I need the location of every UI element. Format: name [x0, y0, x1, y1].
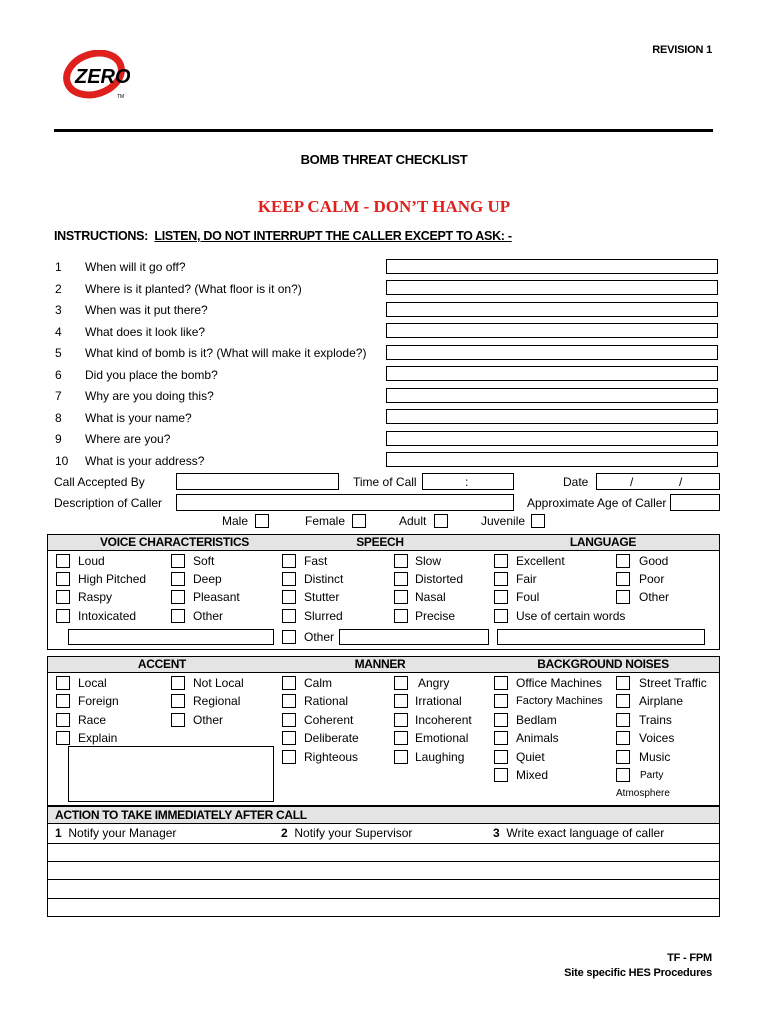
instructions-text: LISTEN, DO NOT INTERRUPT THE CALLER EXCEPT TO ASK: -	[154, 229, 512, 243]
option-label: Music	[639, 750, 671, 764]
option-label: Incoherent	[415, 713, 472, 727]
option-label: Loud	[78, 554, 105, 568]
male-checkbox[interactable]	[255, 514, 269, 528]
speech-other-field[interactable]	[339, 629, 489, 645]
question-text: Did you place the bomb?	[85, 368, 218, 382]
question-text: What kind of bomb is it? (What will make it explode?)	[85, 346, 367, 360]
animals-checkbox[interactable]	[494, 731, 508, 745]
option-label: Race	[78, 713, 107, 727]
option-label: Righteous	[304, 750, 359, 764]
call-accepted-by-field[interactable]	[176, 473, 339, 490]
irrational-checkbox[interactable]	[394, 694, 408, 708]
action-step	[281, 826, 412, 840]
question-text: Where are you?	[85, 432, 171, 446]
instructions	[54, 229, 512, 243]
adult-label: Adult	[399, 514, 427, 528]
action-step	[55, 826, 176, 840]
write-line	[48, 898, 719, 899]
distorted-checkbox[interactable]	[394, 572, 408, 586]
action-panel	[47, 806, 720, 917]
quiet-checkbox[interactable]	[494, 750, 508, 764]
option-label: Foul	[516, 590, 540, 604]
write-line	[48, 843, 719, 844]
office-machines-checkbox[interactable]	[494, 676, 508, 690]
option-label: Street Traffic	[639, 676, 707, 690]
option-label: Angry	[418, 676, 450, 690]
fair-checkbox[interactable]	[494, 572, 508, 586]
step-number: 2	[281, 826, 288, 840]
call-accepted-by-label: Call Accepted By	[54, 475, 145, 489]
language-heading: LANGUAGE	[569, 535, 637, 549]
company-logo	[62, 50, 130, 102]
approx-age-field[interactable]	[670, 494, 720, 511]
date-field[interactable]	[596, 473, 720, 490]
question-number: 6	[55, 368, 62, 382]
option-label: Explain	[78, 731, 118, 745]
answer-field[interactable]	[386, 366, 718, 381]
question-number: 7	[55, 389, 62, 403]
option-label: Laughing	[415, 750, 465, 764]
option-label: High Pitched	[78, 572, 147, 586]
option-label: Slow	[415, 554, 442, 568]
svg-text:TM: TM	[117, 94, 125, 100]
option-label: Good	[639, 554, 669, 568]
accent-manner-noises-panel	[47, 656, 720, 806]
deliberate-checkbox[interactable]	[282, 731, 296, 745]
option-label: Slurred	[304, 609, 343, 623]
option-label: Mixed	[516, 768, 549, 782]
option-label: Office Machines	[516, 676, 602, 690]
question-number: 3	[55, 303, 62, 317]
airplane-checkbox[interactable]	[616, 694, 630, 708]
question-text: When will it go off?	[85, 260, 186, 274]
step-text: Write exact language of caller	[506, 826, 665, 840]
description-label: Description of Caller	[54, 496, 163, 510]
trains-checkbox[interactable]	[616, 713, 630, 727]
angry-checkbox[interactable]	[394, 676, 408, 690]
question-text: Where is it planted? (What floor is it on?)	[85, 282, 302, 296]
question-number: 10	[55, 454, 69, 468]
excellent-checkbox[interactable]	[494, 554, 508, 568]
time-of-call-field[interactable]	[422, 473, 514, 490]
option-label: Fast	[304, 554, 328, 568]
option-label: Raspy	[78, 590, 113, 604]
option-label: Foreign	[78, 694, 119, 708]
juvenile-checkbox[interactable]	[531, 514, 545, 528]
pleasant-checkbox[interactable]	[171, 590, 185, 604]
raspy-checkbox[interactable]	[56, 590, 70, 604]
option-label: Fair	[516, 572, 537, 586]
regional-checkbox[interactable]	[171, 694, 185, 708]
date-separator: /	[679, 475, 683, 489]
stutter-checkbox[interactable]	[282, 590, 296, 604]
slow-checkbox[interactable]	[394, 554, 408, 568]
option-label: Other	[193, 713, 224, 727]
good-checkbox[interactable]	[616, 554, 630, 568]
option-label: Animals	[516, 731, 559, 745]
question-text: Why are you doing this?	[85, 389, 214, 403]
voice-speech-language-panel	[47, 534, 720, 650]
emotional-checkbox[interactable]	[394, 731, 408, 745]
option-label: Poor	[639, 572, 665, 586]
high-pitched-checkbox[interactable]	[56, 572, 70, 586]
step-number: 1	[55, 826, 62, 840]
question-number: 1	[55, 260, 62, 274]
description-field[interactable]	[176, 494, 514, 511]
option-label: Distorted	[415, 572, 464, 586]
answer-field[interactable]	[386, 259, 718, 274]
question-text: What is your address?	[85, 454, 205, 468]
deep-checkbox[interactable]	[171, 572, 185, 586]
accent-other-checkbox[interactable]	[171, 713, 185, 727]
instructions-prefix: INSTRUCTIONS:	[54, 229, 149, 243]
answer-field[interactable]	[386, 323, 718, 338]
option-label: Irrational	[415, 694, 462, 708]
option-label: Quiet	[516, 750, 545, 764]
question-text: What does it look like?	[85, 325, 206, 339]
intoxicated-checkbox[interactable]	[56, 609, 70, 623]
certain-words-checkbox[interactable]	[494, 609, 508, 623]
party-atmosphere-checkbox[interactable]	[616, 768, 630, 782]
step-number: 3	[493, 826, 500, 840]
precise-checkbox[interactable]	[394, 609, 408, 623]
local-checkbox[interactable]	[56, 676, 70, 690]
question-number: 8	[55, 411, 62, 425]
question-text: What is your name?	[85, 411, 192, 425]
option-label: Intoxicated	[78, 609, 137, 623]
revision-label: REVISION 1	[652, 44, 712, 56]
option-label: Regional	[193, 694, 241, 708]
time-of-call-label: Time of Call	[353, 475, 417, 489]
keep-calm-banner: KEEP CALM - DON’T HANG UP	[257, 197, 511, 216]
footer-note: Site specific HES Procedures	[564, 967, 712, 979]
music-checkbox[interactable]	[616, 750, 630, 764]
bedlam-checkbox[interactable]	[494, 713, 508, 727]
answer-field[interactable]	[386, 388, 718, 403]
answer-field[interactable]	[386, 302, 718, 317]
header-rule	[54, 129, 713, 132]
poor-checkbox[interactable]	[616, 572, 630, 586]
form-code: TF - FPM	[667, 952, 712, 964]
adult-checkbox[interactable]	[434, 514, 448, 528]
write-line	[48, 861, 719, 862]
distinct-checkbox[interactable]	[282, 572, 296, 586]
option-label: Stutter	[304, 590, 340, 604]
background-noises-heading: BACKGROUND NOISES	[537, 657, 669, 671]
date-separator: /	[630, 475, 634, 489]
question-number: 4	[55, 325, 62, 339]
incoherent-checkbox[interactable]	[394, 713, 408, 727]
not-local-checkbox[interactable]	[171, 676, 185, 690]
calm-checkbox[interactable]	[282, 676, 296, 690]
juvenile-label: Juvenile	[481, 514, 526, 528]
option-label: Distinct	[304, 572, 344, 586]
page-title: BOMB THREAT CHECKLIST	[300, 152, 468, 167]
foul-checkbox[interactable]	[494, 590, 508, 604]
answer-field[interactable]	[386, 409, 718, 424]
answer-field[interactable]	[386, 280, 718, 295]
answer-field[interactable]	[386, 452, 718, 467]
option-label: Bedlam	[516, 713, 557, 727]
time-separator: :	[465, 475, 469, 489]
language-other-checkbox[interactable]	[616, 590, 630, 604]
option-label: Soft	[193, 554, 215, 568]
option-label: Rational	[304, 694, 349, 708]
voice-characteristics-heading: VOICE CHARACTERISTICS	[99, 535, 250, 549]
nasal-checkbox[interactable]	[394, 590, 408, 604]
option-label: Emotional	[415, 731, 469, 745]
approx-age-label: Approximate Age of Caller	[527, 496, 667, 510]
loud-checkbox[interactable]	[56, 554, 70, 568]
step-text: Notify your Supervisor	[294, 826, 413, 840]
write-line	[48, 879, 719, 880]
svg-text:ZERO: ZERO	[75, 66, 130, 88]
language-words-field[interactable]	[497, 629, 705, 645]
option-label: Excellent	[516, 554, 565, 568]
question-text: When was it put there?	[85, 303, 208, 317]
option-label: Atmosphere	[616, 788, 670, 799]
male-label: Male	[222, 514, 249, 528]
accent-heading: ACCENT	[137, 657, 187, 671]
soft-checkbox[interactable]	[171, 554, 185, 568]
race-checkbox[interactable]	[56, 713, 70, 727]
option-label: Use of certain words	[516, 609, 626, 623]
option-label: Airplane	[639, 694, 684, 708]
voices-checkbox[interactable]	[616, 731, 630, 745]
option-label: Deliberate	[304, 731, 359, 745]
option-label: Nasal	[415, 590, 446, 604]
option-label: Pleasant	[193, 590, 240, 604]
option-label: Voices	[639, 731, 675, 745]
action-heading: ACTION TO TAKE IMMEDIATELY AFTER CALL	[55, 808, 307, 822]
fast-checkbox[interactable]	[282, 554, 296, 568]
voice-other-field[interactable]	[68, 629, 274, 645]
street-traffic-checkbox[interactable]	[616, 676, 630, 690]
option-label: Calm	[304, 676, 333, 690]
option-label: Factory Machines	[516, 695, 603, 707]
righteous-checkbox[interactable]	[282, 750, 296, 764]
date-label: Date	[563, 475, 589, 489]
female-checkbox[interactable]	[352, 514, 366, 528]
factory-machines-checkbox[interactable]	[494, 694, 508, 708]
option-label: Deep	[193, 572, 222, 586]
option-label: Coherent	[304, 713, 354, 727]
laughing-checkbox[interactable]	[394, 750, 408, 764]
option-label: Party	[640, 770, 664, 781]
option-label: Precise	[415, 609, 456, 623]
slurred-checkbox[interactable]	[282, 609, 296, 623]
female-label: Female	[305, 514, 346, 528]
foreign-checkbox[interactable]	[56, 694, 70, 708]
mixed-checkbox[interactable]	[494, 768, 508, 782]
rational-checkbox[interactable]	[282, 694, 296, 708]
option-label: Local	[78, 676, 107, 690]
option-label: Other	[193, 609, 224, 623]
speech-heading: SPEECH	[356, 535, 404, 549]
question-number: 5	[55, 346, 62, 360]
question-number: 2	[55, 282, 62, 296]
step-text: Notify your Manager	[68, 826, 177, 840]
manner-heading: MANNER	[354, 657, 406, 671]
explain-checkbox[interactable]	[56, 731, 70, 745]
option-label: Not Local	[193, 676, 244, 690]
explain-field[interactable]	[68, 746, 274, 802]
option-label: Other	[304, 630, 335, 644]
answer-field[interactable]	[386, 431, 718, 446]
option-label: Other	[639, 590, 670, 604]
question-number: 9	[55, 432, 62, 446]
speech-other-checkbox[interactable]	[282, 630, 296, 644]
voice-other-checkbox[interactable]	[171, 609, 185, 623]
coherent-checkbox[interactable]	[282, 713, 296, 727]
option-label: Trains	[639, 713, 672, 727]
action-step	[493, 826, 664, 840]
answer-field[interactable]	[386, 345, 718, 360]
